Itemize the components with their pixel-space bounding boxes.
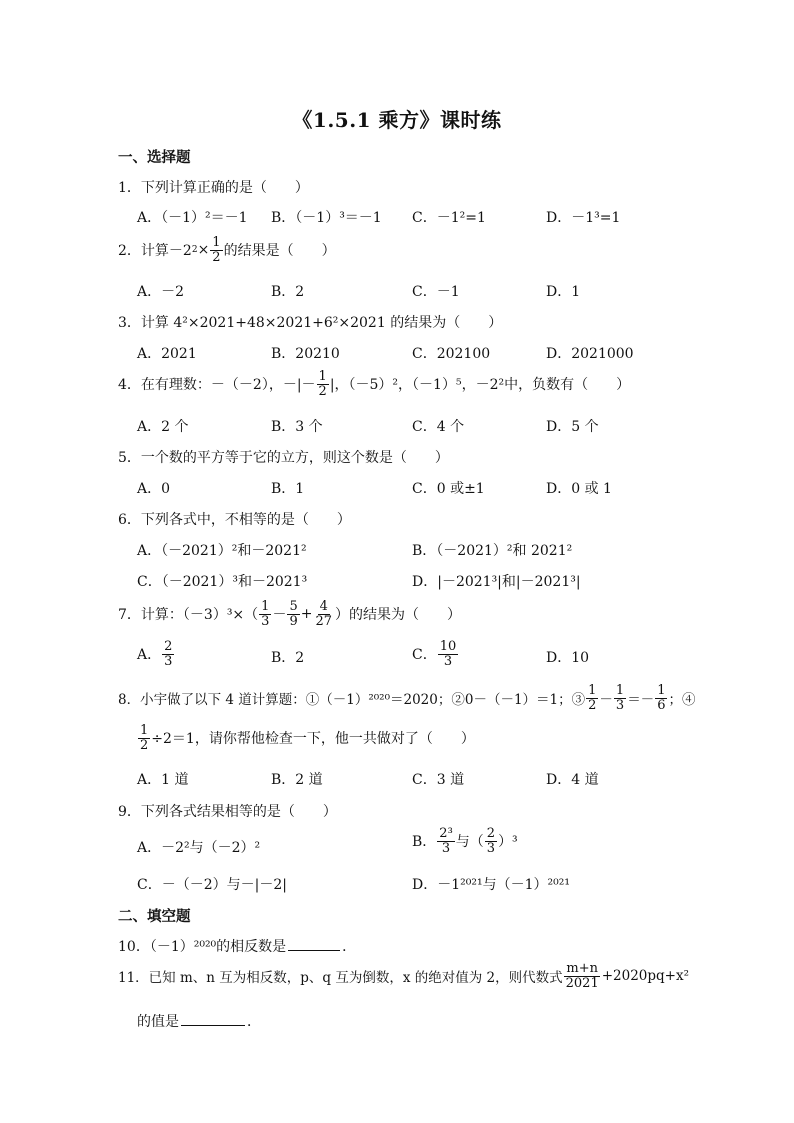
q8-option-d: D．4 道 — [546, 772, 599, 788]
q9-option-c: C．－（－2）与－|－2| — [137, 877, 287, 893]
q2-option-b: B．2 — [271, 284, 305, 300]
question-10-stem — [118, 936, 356, 956]
q9-option-b — [412, 827, 518, 855]
q7-a-denominator: 3 — [164, 653, 173, 669]
q11-text-pre: 11．已知 m、n 互为相反数，p、q 互为倒数，x 的绝对值为 2，则代数式 — [118, 970, 563, 987]
q8-f1-numerator: 1 — [588, 683, 597, 698]
q11-denominator: 2021 — [565, 975, 599, 991]
q8-op-2: ＝－ — [627, 692, 655, 709]
q7-text-pre: 7．计算：（－3）³×（ — [118, 607, 259, 624]
q8-l2-numerator: 1 — [140, 723, 149, 738]
q7-fraction-2 — [287, 600, 299, 628]
q4-text-post: |，（－5）²，（－1）⁵，－2²中，负数有（ ） — [329, 377, 631, 394]
q2-times: × — [197, 242, 210, 259]
q11-numerator: m+n — [566, 961, 598, 976]
q2-denominator: 2 — [212, 249, 221, 265]
question-7-stem — [118, 600, 461, 628]
q8-option-c: C．3 道 — [412, 772, 465, 788]
question-9-stem: 9．下列各式结果相等的是（ ） — [118, 804, 337, 820]
question-2-stem: 2．计算－2 2 × $\frac{1}{2}$ 的结果是（ ） — [118, 235, 336, 265]
q7-option-a-label: A． — [137, 647, 162, 664]
question-11-stem-line2 — [137, 1011, 261, 1031]
q9-b-denominator-2: 3 — [486, 840, 496, 856]
q10-answer-blank[interactable] — [288, 936, 340, 951]
q6-option-a: A．（－2021）²和－2021² — [137, 543, 307, 559]
q4-option-d: D．5 个 — [546, 419, 599, 435]
q8-line2-fraction — [138, 724, 150, 752]
question-8-stem-line2 — [137, 724, 475, 752]
q8-f2-denominator: 3 — [615, 697, 625, 713]
q2-option-a: A．－2 — [137, 284, 185, 300]
q11-answer-blank[interactable] — [181, 1011, 245, 1026]
q2-text-post: 的结果是（ ） — [223, 243, 336, 260]
q4-text-pre: 4．在有理数：－（－2），－|－ — [118, 377, 316, 394]
q8-f1-denominator: 2 — [588, 697, 597, 713]
q6-option-d: D．|－2021³|和|－2021³| — [412, 574, 581, 590]
q7-fraction-1 — [259, 600, 271, 628]
q7-option-c-fraction — [438, 640, 459, 668]
q9-option-b-fraction-2 — [485, 827, 497, 855]
q1-option-b: B．（－1）³＝－1 — [271, 210, 382, 226]
q9-option-a: A．－2²与（－2）² — [137, 840, 261, 856]
q8-option-b: B．2 道 — [271, 772, 323, 788]
q7-f1-denominator: 3 — [261, 613, 270, 629]
q2-fraction — [210, 236, 222, 264]
q9-option-b-mid: 与（ — [455, 834, 484, 851]
q7-option-a-fraction — [162, 640, 174, 668]
q8-option-a: A．1 道 — [137, 772, 189, 788]
q9-option-d: D．－1²⁰²¹与（－1）²⁰²¹ — [412, 877, 570, 893]
q9-b-numerator-1: 2³ — [439, 826, 453, 841]
q8-fraction-3 — [655, 684, 667, 712]
q5-option-a: A．0 — [137, 481, 171, 497]
q9-b-numerator-2: 2 — [486, 826, 496, 841]
q7-f3-denominator: 27 — [315, 613, 333, 629]
q5-option-c: C．0 或±1 — [412, 481, 485, 497]
q7-option-d: D．10 — [546, 650, 590, 666]
section-fill-heading: 二、填空题 — [118, 908, 191, 925]
q8-f3-denominator: 6 — [657, 697, 666, 713]
question-5-stem: 5．一个数的平方等于它的立方，则这个数是（ ） — [118, 450, 449, 466]
q11-line2-text: 的值是 — [137, 1014, 179, 1030]
q7-f1-numerator: 1 — [261, 599, 270, 614]
question-3-stem: 3．计算 4²×2021+48×2021+6²×2021 的结果为（ ） — [118, 315, 503, 331]
q9-option-b-fraction-1 — [437, 827, 454, 855]
q1-option-c: C．－1²=1 — [412, 210, 486, 226]
q8-f3-numerator: 1 — [657, 683, 666, 698]
q11-text-post: +2020pq+x² — [601, 968, 690, 985]
q7-option-c — [412, 640, 459, 668]
q7-op-2: + — [300, 606, 313, 623]
q10-text-pre: 10．（－1）²⁰²⁰的相反数是 — [118, 939, 287, 955]
q3-option-b: B．20210 — [271, 346, 340, 362]
q7-f2-numerator: 5 — [289, 599, 298, 614]
q7-option-a — [137, 640, 175, 668]
q1-option-a: A．（－1）²＝－1 — [137, 210, 248, 226]
q8-text-pre: 8．小宇做了以下 4 道计算题：①（－1）²⁰²⁰＝2020；②0－（－1）＝1；③ — [118, 692, 586, 709]
q6-option-c: C．（－2021）³和－2021³ — [137, 574, 308, 590]
q4-denominator: 2 — [318, 383, 327, 399]
q10-text-post: ． — [342, 939, 357, 955]
q1-option-d: D．－1³=1 — [546, 210, 621, 226]
q7-fraction-3 — [313, 600, 334, 628]
question-4-stem — [118, 370, 630, 398]
q6-option-b: B．（－2021）²和 2021² — [412, 543, 573, 559]
q3-option-a: A．2021 — [137, 346, 197, 362]
q7-c-denominator: 3 — [443, 653, 453, 669]
question-1-stem: 1．下列计算正确的是（ ） — [118, 180, 309, 196]
q3-option-c: C．202100 — [412, 346, 491, 362]
q8-op-1: － — [599, 692, 613, 709]
q7-op-1: － — [272, 607, 287, 624]
q9-option-b-label: B． — [412, 834, 437, 851]
q9-b-denominator-1: 3 — [441, 840, 451, 856]
q2-numerator: 1 — [212, 235, 221, 250]
q4-option-b: B．3 个 — [271, 419, 323, 435]
q4-option-a: A．2 个 — [137, 419, 189, 435]
q4-fraction — [317, 370, 329, 398]
q8-text-tail: ；④ — [668, 692, 696, 709]
q8-fraction-1 — [586, 684, 598, 712]
q7-option-c-label: C． — [412, 647, 437, 664]
q11-fraction — [564, 962, 601, 990]
q2-option-d: D．1 — [546, 284, 581, 300]
section-choice-heading: 一、选择题 — [118, 149, 191, 166]
q8-fraction-2 — [614, 684, 626, 712]
q8-l2-denominator: 2 — [140, 737, 149, 753]
q2-option-c: C．－1 — [412, 284, 460, 300]
q7-f2-denominator: 9 — [289, 613, 298, 629]
q7-a-numerator: 2 — [164, 639, 173, 654]
q8-f2-numerator: 1 — [615, 683, 625, 698]
q5-option-b: B．1 — [271, 481, 305, 497]
question-8-stem — [118, 684, 695, 712]
q5-option-d: D．0 或 1 — [546, 481, 612, 497]
q7-f3-numerator: 4 — [319, 599, 328, 614]
q9-option-b-post: ）³ — [498, 834, 518, 851]
q8-line2-text: ÷2＝1，请你帮他检查一下，他一共做对了（ ） — [151, 731, 475, 748]
question-11-stem — [118, 962, 689, 990]
page-title: 《1.5.1 乘方》课时练 — [292, 108, 502, 132]
q2-text-pre: 2．计算－2 — [118, 243, 192, 260]
q4-numerator: 1 — [318, 369, 327, 384]
question-6-stem: 6．下列各式中，不相等的是（ ） — [118, 512, 351, 528]
q7-text-post: ）的结果为（ ） — [335, 607, 462, 624]
q11-line2-end: ． — [247, 1014, 261, 1030]
q7-option-b: B．2 — [271, 650, 305, 666]
q3-option-d: D．2021000 — [546, 346, 634, 362]
q4-option-c: C．4 个 — [412, 419, 465, 435]
q7-c-numerator: 10 — [439, 639, 457, 654]
